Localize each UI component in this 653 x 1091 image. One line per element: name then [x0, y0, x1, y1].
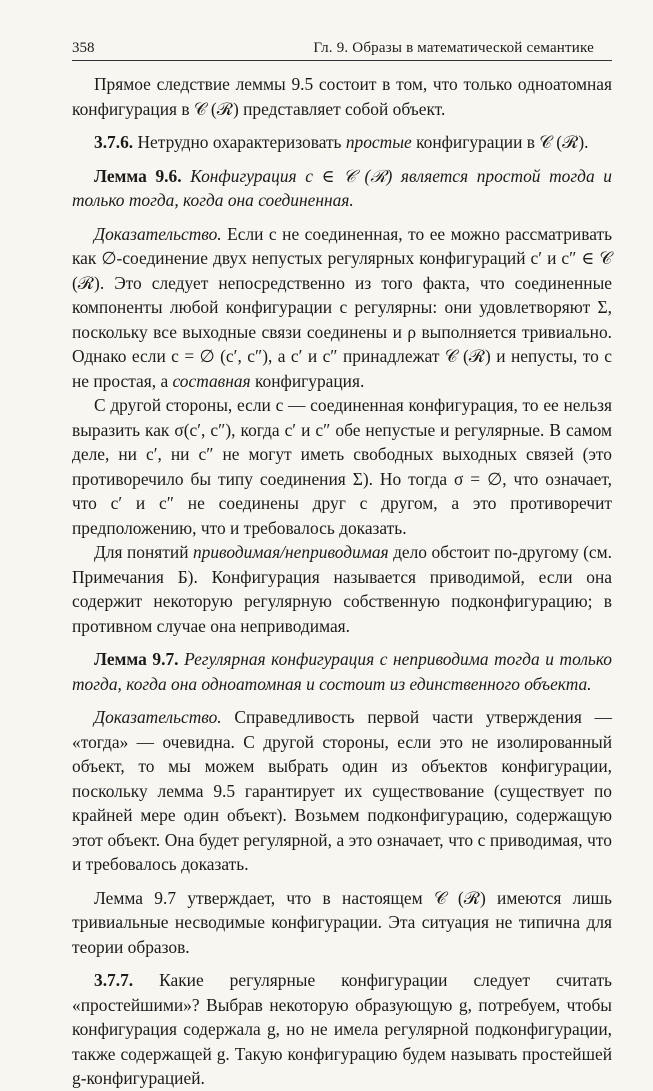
- page-number: 358: [72, 40, 95, 56]
- paragraph-text: конфигурация.: [250, 370, 365, 391]
- paragraph: [72, 130, 612, 155]
- lemma-statement: Регулярная конфигурация c неприводима тогда и только тогда, когда она одноатомная и состоит из единственного объекта.: [72, 649, 612, 694]
- paragraph-text: Если c не соединенная, то ее можно рассматривать как ∅-соединение двух непустых регулярных конфигураций c′ и c″ ∈ 𝒞 (ℛ). Это следует непосредственно из того факта, что соединенные компоненты любой конфигурации c регулярны: они удовлетворяют Σ, поскольку все выходные связи соединены и ρ выполняется тривиально. Однако если c = ∅ (c′, c″), а c′ и c″ принадлежат 𝒞 (ℛ) и непусты, то c не простая, а: [72, 223, 612, 391]
- paragraph-text: конфигурации в 𝒞 (ℛ).: [411, 132, 589, 152]
- paragraph-text: Справедливость первой части утверждения — «тогда» — очевидна. С другой стороны, если это не изолированный объект, то мы можем выбрать один из объектов конфигурации, поскольку лемма 9.5 гарантирует их существование (существует по крайней мере один объект). Возьмем подконфигурацию, содержащую этот объект. Она будет регулярной, а это означает, что c приводимая, что и требовалось доказать.: [72, 707, 612, 874]
- paragraph: [72, 540, 612, 638]
- running-header: [72, 38, 612, 61]
- proof-label: Доказательство.: [94, 223, 222, 244]
- emphasis-text: приводимая/неприводимая: [192, 542, 389, 562]
- paragraph-text: Лемма 9.7 утверждает, что в настоящем 𝒞 (ℛ) имеются лишь тривиальные несводимые конфигурации. Эта ситуация не типична для теории образов.: [72, 887, 612, 957]
- section-number: 3.7.7.: [94, 970, 134, 990]
- paragraph: [72, 72, 612, 121]
- book-page: [72, 0, 612, 1088]
- section-number: 3.7.6.: [94, 132, 134, 152]
- paragraph-text: дело обстоит по-другому (см. Примечания Б). Конфигурация называется приводимой, если она содержит некоторую регулярную собственную подконфигурацию; в противном случае она неприводимая.: [72, 542, 612, 636]
- running-title: Гл. 9. Образы в математической семантике: [313, 40, 594, 56]
- lemma-paragraph: [72, 164, 612, 213]
- page-body: [72, 72, 612, 1091]
- paragraph-text: Нетрудно охарактеризовать: [133, 132, 346, 152]
- lemma-paragraph: [72, 647, 612, 696]
- lemma-label: Лемма 9.7.: [94, 649, 179, 669]
- paragraph: [72, 393, 612, 540]
- paragraph-text: Для понятий: [94, 542, 193, 562]
- proof-label: Доказательство.: [94, 707, 222, 727]
- paragraph-text: Прямое следствие леммы 9.5 состоит в том, что только одноатомная конфигурация в 𝒞 (ℛ) представляет собой объект.: [72, 74, 612, 119]
- proof-paragraph: [72, 222, 612, 394]
- proof-paragraph: [72, 705, 612, 877]
- paragraph: [72, 968, 612, 1091]
- paragraph-text: С другой стороны, если c — соединенная конфигурация, то ее нельзя выразить как σ(c′, c″), когда c′ и c″ обе непустые и регулярные. В самом деле, ни c′, ни c″ не могут иметь свободных выходных связей (это противоречило бы типу соединения Σ). Но тогда σ = ∅, что означает, что c′ и c″ не соединены друг с другом, а это противоречит предположению, что и требовалось доказать.: [72, 395, 612, 538]
- emphasis-text: простые: [345, 132, 412, 152]
- lemma-label: Лемма 9.6.: [94, 165, 182, 186]
- paragraph-text: Какие регулярные конфигурации следует считать «простейшими»? Выбрав некоторую образующую g, потребуем, чтобы конфигурация содержала g, но не имела регулярной подконфигурации, также содержащей g. Такую конфигурацию будем называть простейшей g-конфигурацией.: [72, 970, 612, 1088]
- paragraph: [72, 886, 612, 960]
- lemma-statement: Конфигурация c ∈ 𝒞 (ℛ) является простой тогда и только тогда, когда она соединенная.: [72, 165, 612, 210]
- emphasis-text: составная: [172, 370, 251, 391]
